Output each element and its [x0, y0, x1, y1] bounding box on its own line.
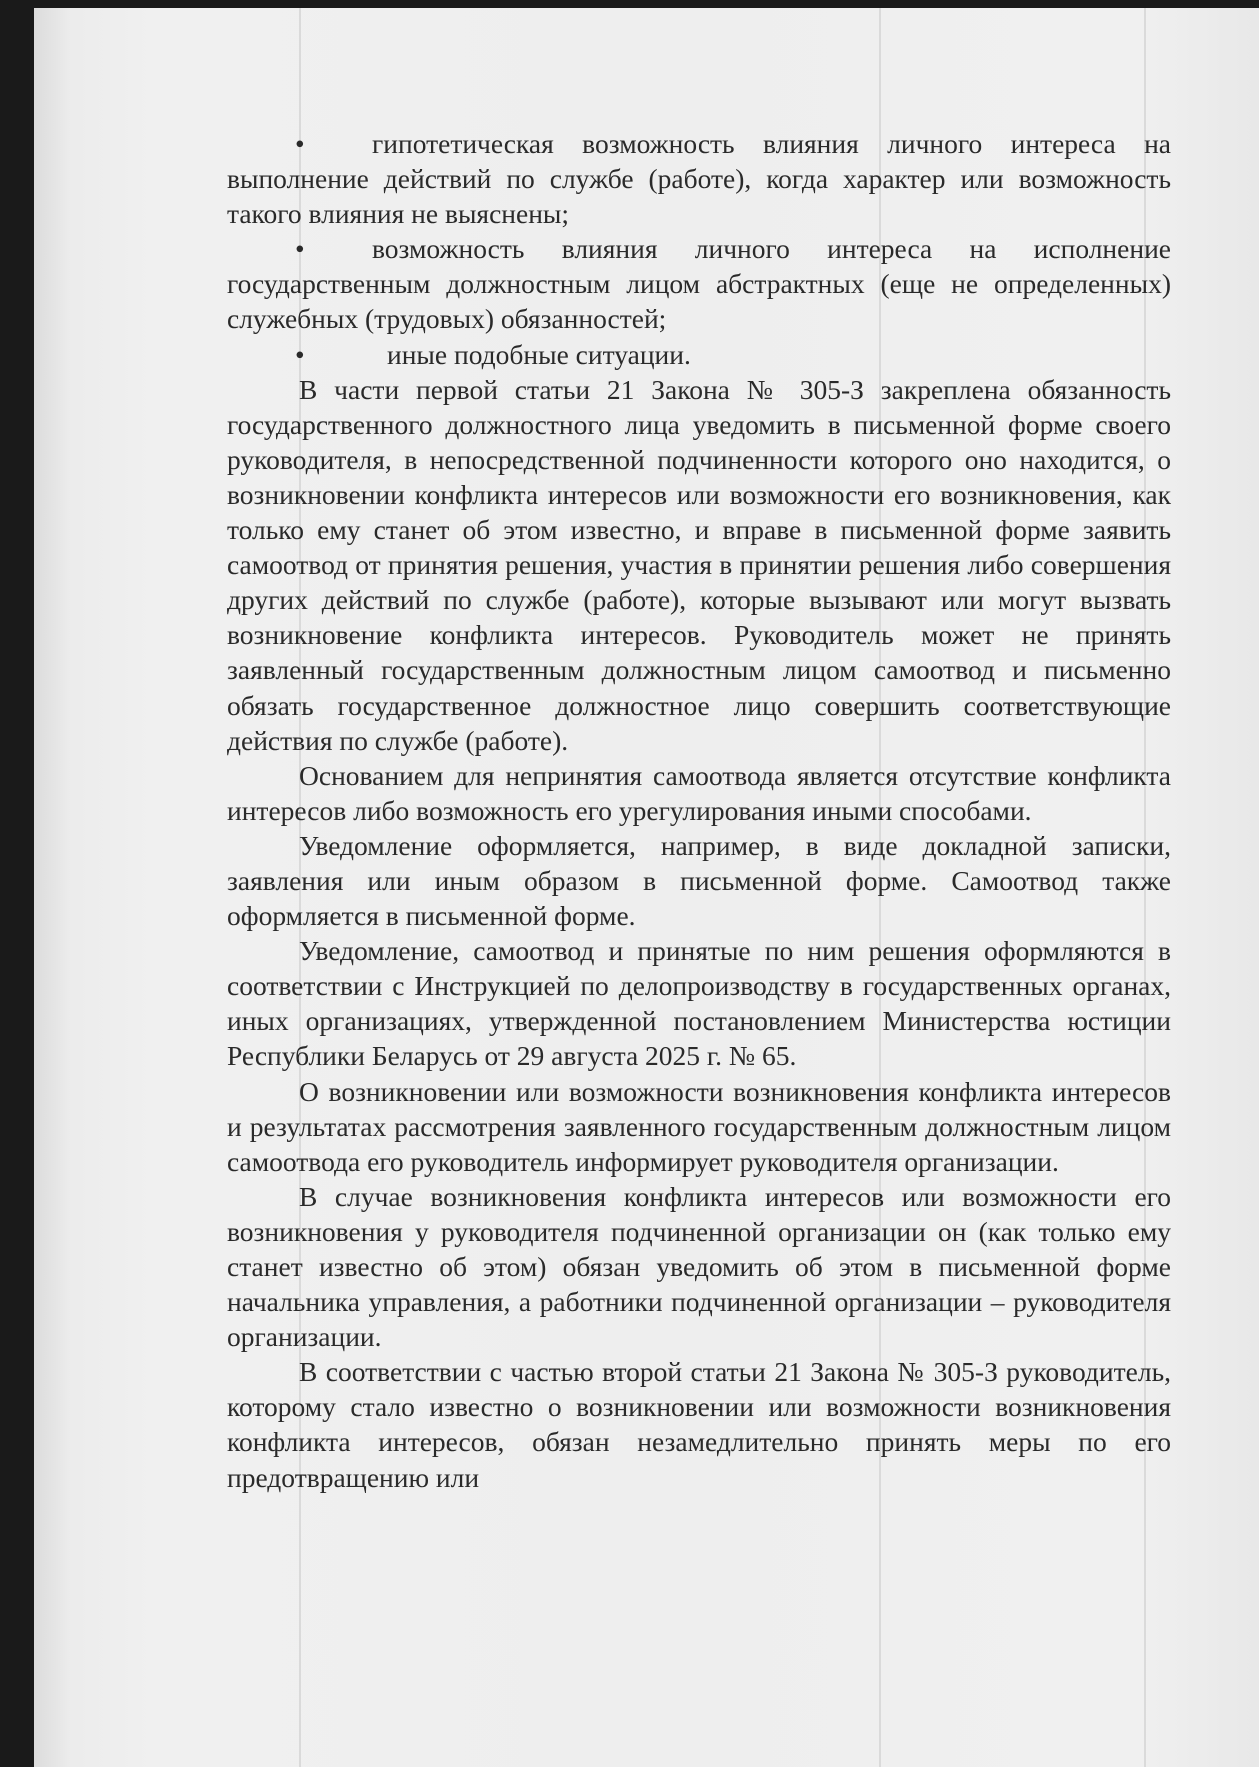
paragraph: Уведомление оформляется, например, в виде докладной записки, заявления или иным образом в письменной форме. Самоотвод также оформляется в письменной форме.	[227, 829, 1171, 932]
scan-border-left	[0, 0, 34, 1767]
bullet-item-first-line: иные подобные ситуации.	[387, 338, 691, 370]
bullet-item-continuation: выполнение действий по службе (работе), когда характер или возможность такого влияния не выяснены;	[227, 163, 1171, 230]
paragraph: В случае возникновения конфликта интересов или возможности его возникновения у руководителя подчиненной организации он (как только ему станет известно об этом) обязан уведомить об этом в письменной форме начальника управления, а работники подчиненной организации – руководителя организации.	[227, 1180, 1171, 1353]
bullet-item-continuation: государственным должностным лицом абстрактных (еще не определенных) служебных (трудовых) обязанностей;	[227, 268, 1171, 335]
bullet-mark: •	[295, 233, 305, 265]
paragraph: В соответствии с частью второй статьи 21 Закона № 305-З руководитель, которому стало известно о возникновении или возможности возникновения конфликта интересов, обязан незамедлительно принять меры по его предотвращению или	[227, 1356, 1171, 1493]
document-body	[227, 126, 1171, 1495]
paragraph: О возникновении или возможности возникновения конфликта интересов и результатах рассмотрения заявленного государственным должностным лицом самоотвода его руководитель информирует руководителя организации.	[227, 1075, 1171, 1177]
bullet-item-first-line: возможность влияния личного интереса на исполнение	[372, 233, 1171, 265]
bullet-item	[227, 337, 1171, 372]
paragraph: Уведомление, самоотвод и принятые по ним решения оформляются в соответствии с Инструкцией по делопроизводству в государственных органах, иных организациях, утвержденной постановлением Министерства юстиции Республики Беларусь от 29 августа 2025 г. № 65.	[227, 935, 1171, 1072]
bullet-item	[227, 126, 1171, 231]
scan-border-top	[34, 0, 1259, 8]
bullet-mark: •	[295, 128, 305, 159]
bullet-item-first-line: гипотетическая возможность влияния личного интереса на	[372, 128, 1171, 159]
paragraph: В части первой статьи 21 Закона № 305-З закреплена обязанность государственного должностного лица уведомить в письменной форме своего руководителя, в непосредственной подчиненности которого оно находится, о возникновении конфликта интересов или возможности его возникновения, как только ему станет об этом известно, и вправе в письменной форме заявить самоотвод от принятия решения, участия в принятии решения либо совершения других действий по службе (работе), которые вызывают или могут вызвать возникновение конфликта интересов. Руководитель может не принять заявленный государственным должностным лицом самоотвод и письменно обязать государственное должностное лицо совершить соответствующие действия по службе (работе).	[227, 373, 1171, 756]
bullet-item	[227, 231, 1171, 336]
paragraph: Основанием для непринятия самоотвода является отсутствие конфликта интересов либо возможность его урегулирования иными способами.	[227, 759, 1171, 826]
bullet-mark: •	[295, 338, 305, 370]
